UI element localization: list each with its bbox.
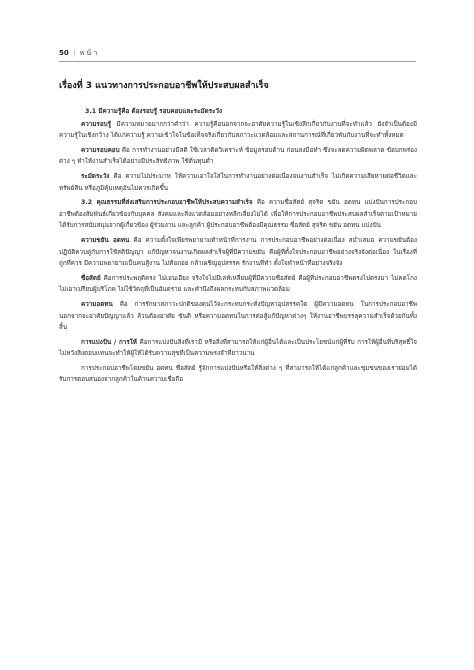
text-prudence: คือ การทำงานอย่างมีสติ ใช้เวลาคิดวิเคราะห์ ข้อมูลรอบด้าน ก่อนลงมือทำ ซึ่งจะลดความผิดพลาด ข้อบกพร่องต่าง ๆ ทำให้งานสำเร็จได้อย่างมีประสิทธิภาพ ใช้ต้นทุนต่ำ: [59, 146, 417, 166]
text-diligence: คือ ความตั้งใจเพียรพยายามทำหน้าที่การงาน การประกอบอาชีพอย่างต่อเนื่อง สม่ำเสมอ ความขยันต้องปฏิบัติควบคู่กับการใช้สติปัญญา แก้ปัญหาจนงานเกิดผลสำเร็จผู้ที่มีความขยัน คือผู้ที่ตั้งใจประกอบอาชีพอย่างจริงจังต่อเนื่อง ในเรื่องที่ถูกที่ควร มีความพยายามเป็นคนสู้งาน ไม่ท้อถอย กล้าเผชิญอุปสรรค รักงานที่ทำ ตั้งใจทำหน้าที่อย่างจริงจัง: [59, 236, 417, 268]
section-3-2-heading: 3.2 คุณธรรมที่ส่งเสริมการประกอบอาชีพให้ประสบความสำเร็จ: [81, 199, 253, 207]
paragraph-summary: การประกอบอาชีพโดยขยัน อดทน ซื่อสัตย์ รู้จักการแบ่งปันหรือให้สิ่งต่าง ๆ ที่สามารถให้ได้แก่ลูกค้าและชุมชนของเราย่อมได้รับการตอบสนองจากลูกค้าในด้านความเชื่อถือ: [59, 364, 417, 384]
page-number: 50: [59, 49, 69, 57]
term-prudence: ความรอบคอบ: [81, 146, 120, 154]
header-separator: |: [72, 49, 76, 57]
text-knowledge: มีความหมายมากกว่าคำว่า ความรู้คือนอกจากจะอาศัยความรู้ในเชิงลึกเกี่ยวกับงานที่จะทำแล้ว ยังจำเป็นต้องมีความรู้ในเชิงกว้าง ได้แก่ความรู้ ความเข้าใจในข้อเท็จจริงเกี่ยวกับสภาวะแวดล้อมและสถานการณ์ที่เกี่ยวพันกับงานที่จะทำทั้งหมด: [59, 120, 417, 140]
paragraph-section-3-2: [59, 197, 417, 232]
section-3-2-text: คือ ความซื่อสัตย์ สุจริต ขยัน อดทน แบ่งปันการประกอบอาชีพต้องสัมพันธ์เกี่ยวข้องกับบุคคล สังคมและสิ่งแวดล้อมอย่างหลีกเลี่ยงไม่ได้ เพื่อให้การประกอบอาชีพประสบผลสำเร็จตามเป้าหมาย ได้รับการสนับสนุนจากผู้เกี่ยวข้อง ผู้ร่วมงาน และลูกค้า ผู้ประกอบอาชีพต้องมีคุณธรรม ซื่อสัตย์ สุจริต ขยัน อดทน แบ่งปัน: [59, 199, 417, 230]
page-header: [59, 48, 97, 59]
paragraph-sharing: [59, 337, 417, 360]
text-caution: คือ ความไม่ประมาท ให้ความเอาใจใส่ในการทำงานอย่างต่อเนื่องจนงานสำเร็จ ไม่เกิดความเสียหายต่อชีวิตและทรัพย์สิน หรือภูมิคุ้มเหตุอันไม่ควรเกิดขึ้น: [59, 172, 417, 192]
chapter-title: เรื่องที่ 3 แนวทางการประกอบอาชีพให้ประสบผลสำเร็จ: [59, 81, 269, 91]
term-diligence: ความขยัน อดทน: [81, 236, 130, 244]
header-rule: [59, 61, 416, 62]
text-honesty: คือการประพฤติตรง ไม่เอนเอียง จริงใจไม่มีเล่ห์เหลี่ยมผู้ที่มีความซื่อสัตย์ คือผู้ที่ประกอบอาชีพตรงไปตรงมา ไม่คดโกง ไม่เอาเปรียบผู้บริโภค ไม่ใช้วัตถุที่เป็นอันตราย และคำนึงถึงผลกระทบกับสภาพแวดล้อม: [59, 274, 417, 294]
term-caution: ระมัดระวัง: [81, 172, 110, 180]
paragraph-honesty: [59, 273, 417, 296]
page-word: ห น้ า: [79, 49, 98, 57]
term-patience: ความอดทน: [81, 300, 113, 308]
paragraph-prudence: [59, 145, 417, 168]
paragraph-diligence: [59, 235, 417, 270]
body-content: [59, 100, 417, 386]
term-sharing: การแบ่งปัน / การให้: [81, 338, 137, 346]
paragraph-patience: [59, 299, 417, 334]
term-honesty: ซื่อสัตย์: [81, 274, 101, 282]
text-patience: คือ การรักษาสภาวะปกติของตนไว้จะกระทบกระทั่งปัญหาอุปสรรคใด ผู้มีความอดทน ในการประกอบอาชีพ นอกจากจะอาศัยปัญญาแล้ว ล้วนต้องอาศัย ขันติ หรือความอดทนในการต่อสู้แก้ปัญหาต่างๆ ให้งานอาชีพบรรลุความสำเร็จด้วยกันทั้งสิ้น: [59, 300, 417, 332]
paragraph-caution: [59, 171, 417, 194]
section-3-1-heading: 3.1 มีความรู้คือ ต้องรอบรู้ รอบคอบและระมัดระวัง: [85, 108, 223, 115]
text-sharing: คือการแบ่งปันสิ่งที่เรามี หรือสิ่งที่สามารถให้แก่ผู้อื่นได้และเป็นประโยชน์แก่ผู้ที่รับ การให้ผู้อื่นที่บริสุทธิ์ใจไม่หวังสิ่งตอบแทนจะทำให้ผู้ให้ได้รับความสุขที่เป็นความพรงจำที่ยาวนาน: [59, 338, 418, 358]
paragraph-knowledge: [59, 119, 417, 142]
term-knowledge: ความรอบรู้: [81, 120, 111, 128]
